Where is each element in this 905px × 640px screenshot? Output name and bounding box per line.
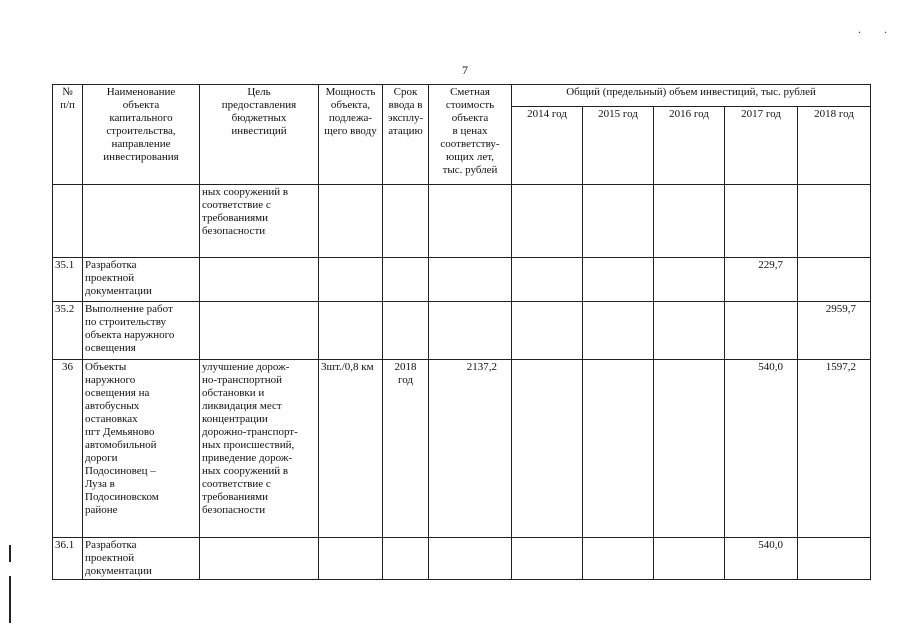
corner-dots: . . xyxy=(858,22,897,36)
table-row xyxy=(53,185,871,258)
row-cost: 2137,2 xyxy=(429,360,512,538)
row-cost xyxy=(429,302,512,360)
row-2014 xyxy=(512,185,583,258)
header-investment-group: Общий (предельный) объем инвестиций, тыс. рублей xyxy=(512,85,871,107)
row-cost xyxy=(429,258,512,302)
row-term xyxy=(383,302,429,360)
row-2018 xyxy=(798,185,871,258)
page-number: 7 xyxy=(462,63,468,77)
row-2018 xyxy=(798,258,871,302)
row-2016 xyxy=(654,302,725,360)
row-capacity xyxy=(319,258,383,302)
row-2017 xyxy=(725,185,798,258)
row-term xyxy=(383,538,429,580)
row-2018 xyxy=(798,538,871,580)
row-2015 xyxy=(583,360,654,538)
table-row xyxy=(53,360,871,538)
row-cost xyxy=(429,185,512,258)
row-2017 xyxy=(725,302,798,360)
row-capacity xyxy=(319,185,383,258)
row-2017: 229,7 xyxy=(725,258,798,302)
row-2017: 540,0 xyxy=(725,538,798,580)
row-goal xyxy=(200,302,319,360)
row-capacity: 3шт./0,8 км xyxy=(319,360,383,538)
row-2014 xyxy=(512,360,583,538)
row-cost xyxy=(429,538,512,580)
row-name: Выполнение работ по строительству объекта наружного освещения xyxy=(83,302,200,360)
header-term: Срок ввода в эксплу- атацию xyxy=(383,85,429,185)
investment-table xyxy=(52,84,871,580)
table-row xyxy=(53,538,871,580)
row-goal xyxy=(200,258,319,302)
row-num: 35.2 xyxy=(53,302,83,360)
row-2016 xyxy=(654,185,725,258)
header-year-2017: 2017 год xyxy=(725,107,798,185)
table-row xyxy=(53,258,871,302)
row-num xyxy=(53,185,83,258)
row-term xyxy=(383,258,429,302)
row-2014 xyxy=(512,538,583,580)
row-capacity xyxy=(319,302,383,360)
row-goal: ных сооружений в соответствие с требованиями безопасности xyxy=(200,185,319,258)
row-2018: 1597,2 xyxy=(798,360,871,538)
row-2014 xyxy=(512,302,583,360)
row-2016 xyxy=(654,360,725,538)
row-2017: 540,0 xyxy=(725,360,798,538)
header-num: № п/п xyxy=(53,85,83,185)
table-row xyxy=(53,302,871,360)
row-term xyxy=(383,185,429,258)
header-year-2015: 2015 год xyxy=(583,107,654,185)
header-year-2014: 2014 год xyxy=(512,107,583,185)
row-capacity xyxy=(319,538,383,580)
row-2015 xyxy=(583,258,654,302)
header-capacity: Мощность объекта, подлежа- щего вводу xyxy=(319,85,383,185)
row-goal xyxy=(200,538,319,580)
margin-line-gap xyxy=(9,562,11,576)
header-goal: Цель предоставления бюджетных инвестиций xyxy=(200,85,319,185)
header-cost: Сметная стоимость объекта в ценах соответству- ющих лет, тыс. рублей xyxy=(429,85,512,185)
row-term: 2018 год xyxy=(383,360,429,538)
row-num: 36.1 xyxy=(53,538,83,580)
row-name: Разработка проектной документации xyxy=(83,258,200,302)
header-year-2018: 2018 год xyxy=(798,107,871,185)
row-name xyxy=(83,185,200,258)
header-year-2016: 2016 год xyxy=(654,107,725,185)
row-name: Объекты наружного освещения на автобусных остановках пгт Демьяново автомобильной дороги Подосиновец – Луза в Подосиновском районе xyxy=(83,360,200,538)
row-2015 xyxy=(583,538,654,580)
row-2014 xyxy=(512,258,583,302)
row-goal: улучшение дорож- но-транспортной обстановки и ликвидация мест концентрации дорожно-транспорт- ных происшествий, приведение дорож- ных сооружений в соответствие с требованиями безопасности xyxy=(200,360,319,538)
row-2015 xyxy=(583,302,654,360)
row-2018: 2959,7 xyxy=(798,302,871,360)
header-name: Наименование объекта капитального строительства, направление инвестирования xyxy=(83,85,200,185)
row-2015 xyxy=(583,185,654,258)
row-num: 35.1 xyxy=(53,258,83,302)
row-2016 xyxy=(654,258,725,302)
row-2016 xyxy=(654,538,725,580)
row-name: Разработка проектной документации xyxy=(83,538,200,580)
margin-line xyxy=(9,545,11,623)
row-num: 36 xyxy=(53,360,83,538)
